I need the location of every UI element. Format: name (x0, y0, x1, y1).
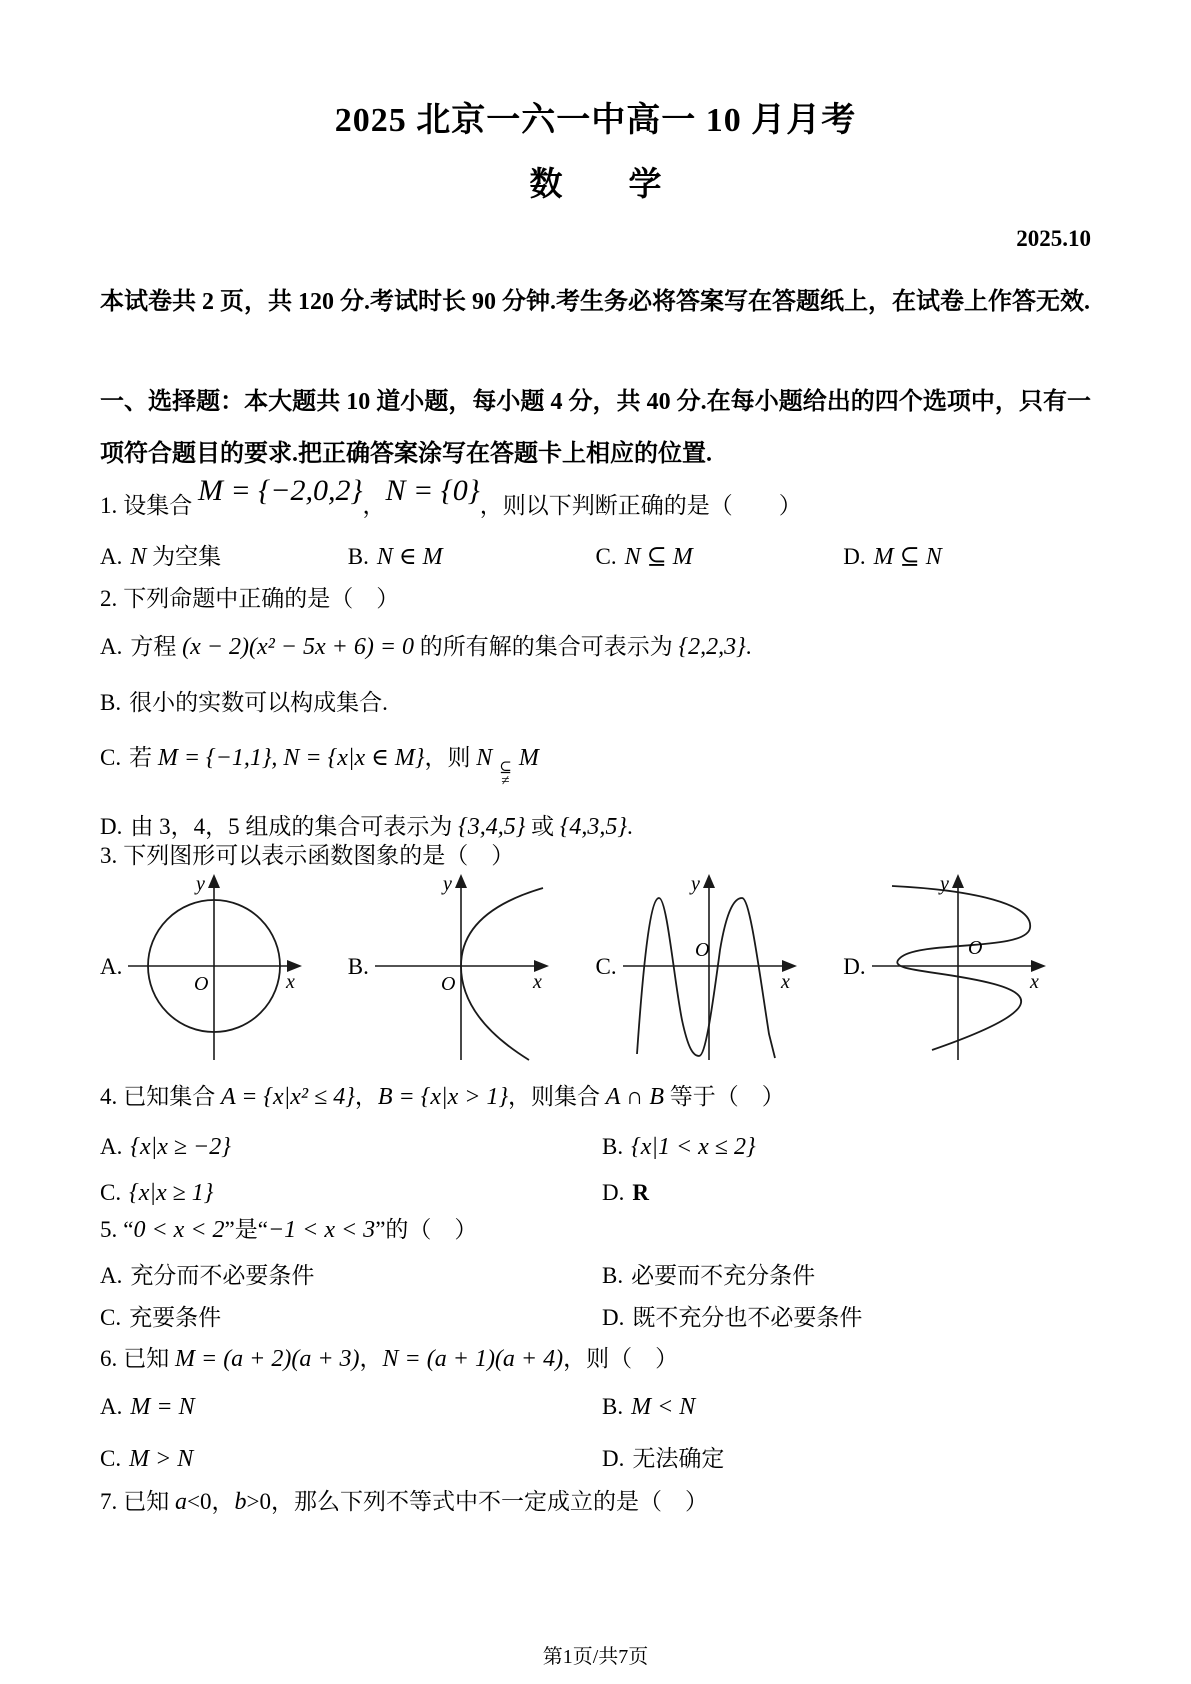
graph-circle (124, 872, 304, 1062)
x-axis-label: x (1029, 971, 1039, 993)
option-label: C. (100, 745, 122, 770)
option-label: C. (595, 544, 617, 569)
option-label: B. (100, 690, 122, 715)
question-5-option-c (100, 1302, 602, 1334)
option-text: {x|x ≥ 1} (129, 1180, 214, 1206)
question-2-option-a (100, 630, 1091, 664)
y-axis-label: y (442, 873, 452, 895)
option-text: R (632, 1180, 649, 1205)
option-label: D. (602, 1305, 625, 1330)
origin-label: O (194, 973, 209, 995)
parabola-upper-arm (461, 888, 543, 966)
question-number: 6. (100, 1346, 118, 1371)
question-3-stem-text: 下列图形可以表示函数图象的是（ ） (123, 843, 515, 868)
question-2-option-b (100, 686, 1091, 719)
option-label: D. (843, 544, 866, 569)
question-3-stem (100, 840, 1091, 872)
question-1-option-c (596, 540, 844, 574)
option-label: B. (602, 1263, 624, 1288)
question-5-stem (100, 1214, 1091, 1246)
question-4-option-c (100, 1176, 602, 1210)
option-text: {x|x ≥ −2} (130, 1134, 231, 1160)
question-4-options (100, 1130, 1091, 1210)
y-axis-label: y (939, 873, 949, 895)
question-4-option-b (602, 1130, 1091, 1164)
option-text: 方程 (x − 2)(x² − 5x + 6) = 0 的所有解的集合可表示为 {2,2,3}. (130, 634, 752, 660)
option-text: 既不充分也不必要条件 (632, 1305, 863, 1330)
question-number: 1. (100, 493, 118, 518)
figure-c (596, 872, 844, 1062)
question-6-option-b (602, 1390, 1091, 1424)
question-6-option-d (602, 1442, 1091, 1476)
y-axis-label: y (690, 873, 700, 895)
question-number: 5. (100, 1217, 118, 1242)
question-1-options (100, 540, 1091, 574)
parabola-lower-arm (461, 966, 529, 1060)
page-title: 2025 北京一六一中高一 10 月月考 (334, 102, 857, 139)
question-3 (100, 840, 1091, 1062)
x-axis-label: x (532, 971, 542, 993)
question-5 (100, 1214, 1091, 1334)
option-text: N ∈ M (376, 544, 443, 570)
option-label: D. (602, 1446, 625, 1471)
question-number: 4. (100, 1084, 118, 1109)
option-text: 无法确定 (632, 1446, 725, 1471)
question-number: 2. (100, 586, 118, 611)
y-axis-label: y (196, 873, 206, 895)
y-axis-arrow-icon (952, 874, 964, 888)
question-6 (100, 1338, 1091, 1476)
question-2 (100, 584, 1091, 844)
origin-label: O (694, 939, 710, 961)
question-1-stem (100, 474, 1091, 522)
figure-b (348, 872, 596, 1062)
question-2-stem (100, 584, 1091, 614)
graph-s-curve (868, 872, 1048, 1062)
question-4-stem (100, 1078, 1091, 1116)
option-text: M < N (631, 1394, 696, 1420)
question-7-stem (100, 1486, 1091, 1518)
question-6-stem (100, 1338, 1091, 1380)
question-5-stem-text: “0 < x < 2”是“−1 < x < 3”的（ ） (123, 1217, 478, 1243)
question-2-stem-text: 下列命题中正确的是（ ） (123, 586, 400, 611)
wave-curve (637, 898, 775, 1058)
figure-d (843, 872, 1091, 1062)
question-4-option-a (100, 1130, 602, 1164)
s-curve (892, 886, 1030, 1050)
exam-notice: 本试卷共 2 页，共 120 分.考试时长 90 分钟.考生务必将答案写在答题纸上，在试卷上作答无效. (100, 289, 1090, 315)
question-5-option-d (602, 1302, 1091, 1334)
option-text: N ⊆ M (624, 544, 693, 570)
option-text: {x|1 < x ≤ 2} (631, 1134, 756, 1160)
option-text: M = N (130, 1394, 195, 1420)
question-7-stem-text: 已知 a<0，b>0，那么下列不等式中不一定成立的是（ ） (123, 1489, 708, 1515)
option-text: 充分而不必要条件 (130, 1263, 315, 1288)
origin-label: O (440, 973, 456, 995)
option-text: M > N (129, 1446, 194, 1472)
option-label: C. (100, 1305, 122, 1330)
section-1-header: 一、选择题：本大题共 10 道小题，每小题 4 分，共 40 分.在每小题给出的四个选项中，只有一项符合题目的要求.把正确答案涂写在答题卡上相应的位置. (100, 389, 1091, 467)
question-5-options (100, 1260, 1091, 1334)
figure-a-label: A. (100, 954, 123, 979)
question-6-options (100, 1390, 1091, 1476)
figure-b-label: B. (347, 954, 369, 979)
question-7 (100, 1486, 1091, 1518)
option-label: A. (100, 1134, 123, 1159)
question-2-option-c (100, 741, 1091, 788)
y-axis-arrow-icon (208, 874, 220, 888)
question-2-option-d (100, 810, 1091, 844)
question-4-stem-text: 已知集合 A = {x|x² ≤ 4}，B = {x|x > 1}，则集合 A ∩ B 等于（ ） (123, 1084, 785, 1110)
exam-date: 2025.10 (1016, 226, 1091, 251)
question-number: 7. (100, 1489, 118, 1514)
question-1-option-a (100, 540, 348, 574)
option-text: 若 M = {−1,1}, N = {x|x ∈ M}，则 N ⊆ ≠ M (129, 745, 539, 789)
question-6-option-a (100, 1390, 602, 1424)
question-4-option-d (602, 1176, 1091, 1210)
y-axis-arrow-icon (455, 874, 467, 888)
question-3-figures (100, 872, 1091, 1062)
option-text: 很小的实数可以构成集合. (129, 690, 388, 715)
question-5-option-b (602, 1260, 1091, 1292)
page-footer: 第1页/共7页 (542, 1646, 649, 1668)
question-number: 3. (100, 843, 118, 868)
option-label: A. (100, 544, 123, 569)
option-text: 由 3，4，5 组成的集合可表示为 {3,4,5} 或 {4,3,5}. (130, 814, 633, 840)
figure-d-label: D. (843, 954, 866, 979)
option-label: B. (602, 1394, 624, 1419)
figure-c-label: C. (595, 954, 617, 979)
option-label: B. (602, 1134, 624, 1159)
option-text: M ⊆ N (873, 544, 942, 570)
question-4 (100, 1078, 1091, 1210)
option-label: C. (100, 1180, 122, 1205)
x-axis-label: x (286, 971, 296, 993)
option-label: A. (100, 1263, 123, 1288)
option-label: C. (100, 1446, 122, 1471)
option-label: A. (100, 634, 123, 659)
option-label: B. (347, 544, 369, 569)
graph-wave (619, 872, 799, 1062)
subject-title: 数 学 (529, 167, 662, 203)
graph-parabola (371, 872, 551, 1062)
option-label: A. (100, 1394, 123, 1419)
question-1-option-d (843, 540, 1091, 574)
question-1-stem-text: 设集合 M = {−2,0,2}，N = {0}，则以下判断正确的是（ ） (123, 474, 802, 518)
option-label: D. (100, 814, 123, 839)
origin-label: O (967, 937, 983, 959)
option-text: 必要而不充分条件 (631, 1263, 816, 1288)
option-label: D. (602, 1180, 625, 1205)
question-6-stem-text: 已知 M = (a + 2)(a + 3)，N = (a + 1)(a + 4)，则（ ） (123, 1346, 679, 1372)
option-text: N 为空集 (130, 544, 222, 570)
x-axis-label: x (780, 971, 790, 993)
question-1-option-b (348, 540, 596, 574)
question-1 (100, 474, 1091, 574)
question-5-option-a (100, 1260, 602, 1292)
figure-a (100, 872, 348, 1062)
y-axis-arrow-icon (703, 874, 715, 888)
question-6-option-c (100, 1442, 602, 1476)
option-text: 充要条件 (129, 1305, 222, 1330)
